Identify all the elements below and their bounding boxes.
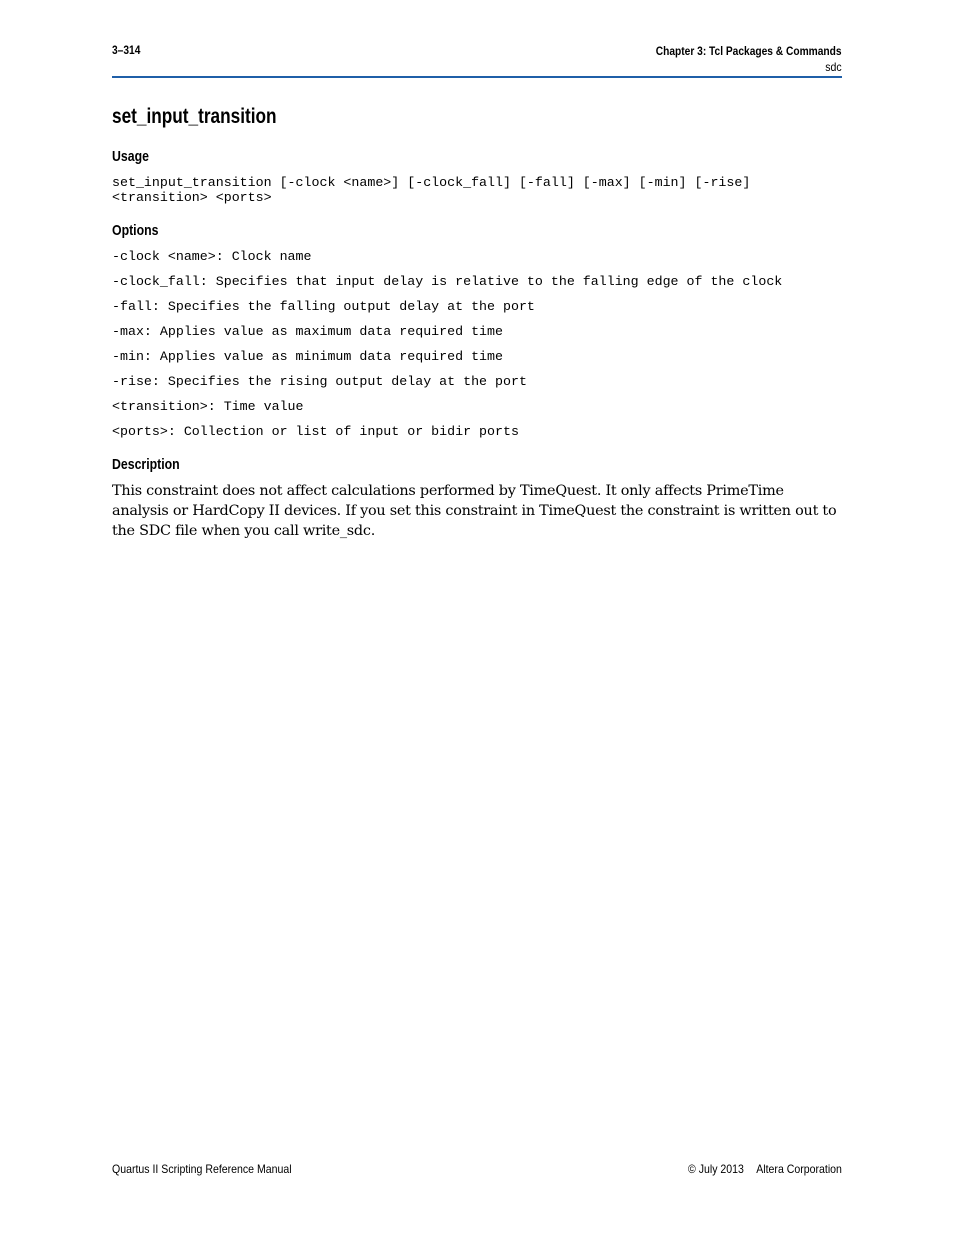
- page-number: 3–314: [112, 43, 141, 57]
- options-heading: Options: [112, 222, 159, 239]
- footer-manual-title: Quartus II Scripting Reference Manual: [112, 1162, 292, 1176]
- usage-heading: Usage: [112, 148, 149, 165]
- header-rule: [112, 76, 842, 78]
- option-clock: -clock <name>: Clock name: [112, 249, 312, 264]
- running-header: [623, 43, 842, 75]
- footer-copyright: [688, 1162, 842, 1176]
- option-min: -min: Applies value as minimum data required time: [112, 349, 503, 364]
- chapter-title: Chapter 3: Tcl Packages & Commands: [656, 44, 842, 58]
- section-name: sdc: [825, 60, 842, 74]
- footer-date: © July 2013: [688, 1162, 744, 1176]
- option-rise: -rise: Specifies the rising output delay at the port: [112, 374, 527, 389]
- usage-line-2: <transition> <ports>: [112, 190, 272, 205]
- option-clock-fall: -clock_fall: Specifies that input delay is relative to the falling edge of the clock: [112, 274, 783, 289]
- description-heading: Description: [112, 456, 180, 473]
- description-text: This constraint does not affect calculations performed by TimeQuest. It only affects PrimeTime analysis or HardCopy II devices. If you set this constraint in TimeQuest the constraint is written out to the SDC file when you call write_sdc.: [112, 483, 837, 539]
- footer-company: Altera Corporation: [756, 1162, 842, 1176]
- option-fall: -fall: Specifies the falling output delay at the port: [112, 299, 535, 314]
- option-ports: <ports>: Collection or list of input or bidir ports: [112, 424, 519, 439]
- option-max: -max: Applies value as maximum data required time: [112, 324, 503, 339]
- usage-line-1: set_input_transition [-clock <name>] [-clock_fall] [-fall] [-max] [-min] [-rise]: [112, 175, 751, 190]
- option-transition: <transition>: Time value: [112, 399, 304, 414]
- page-title: set_input_transition: [112, 105, 277, 128]
